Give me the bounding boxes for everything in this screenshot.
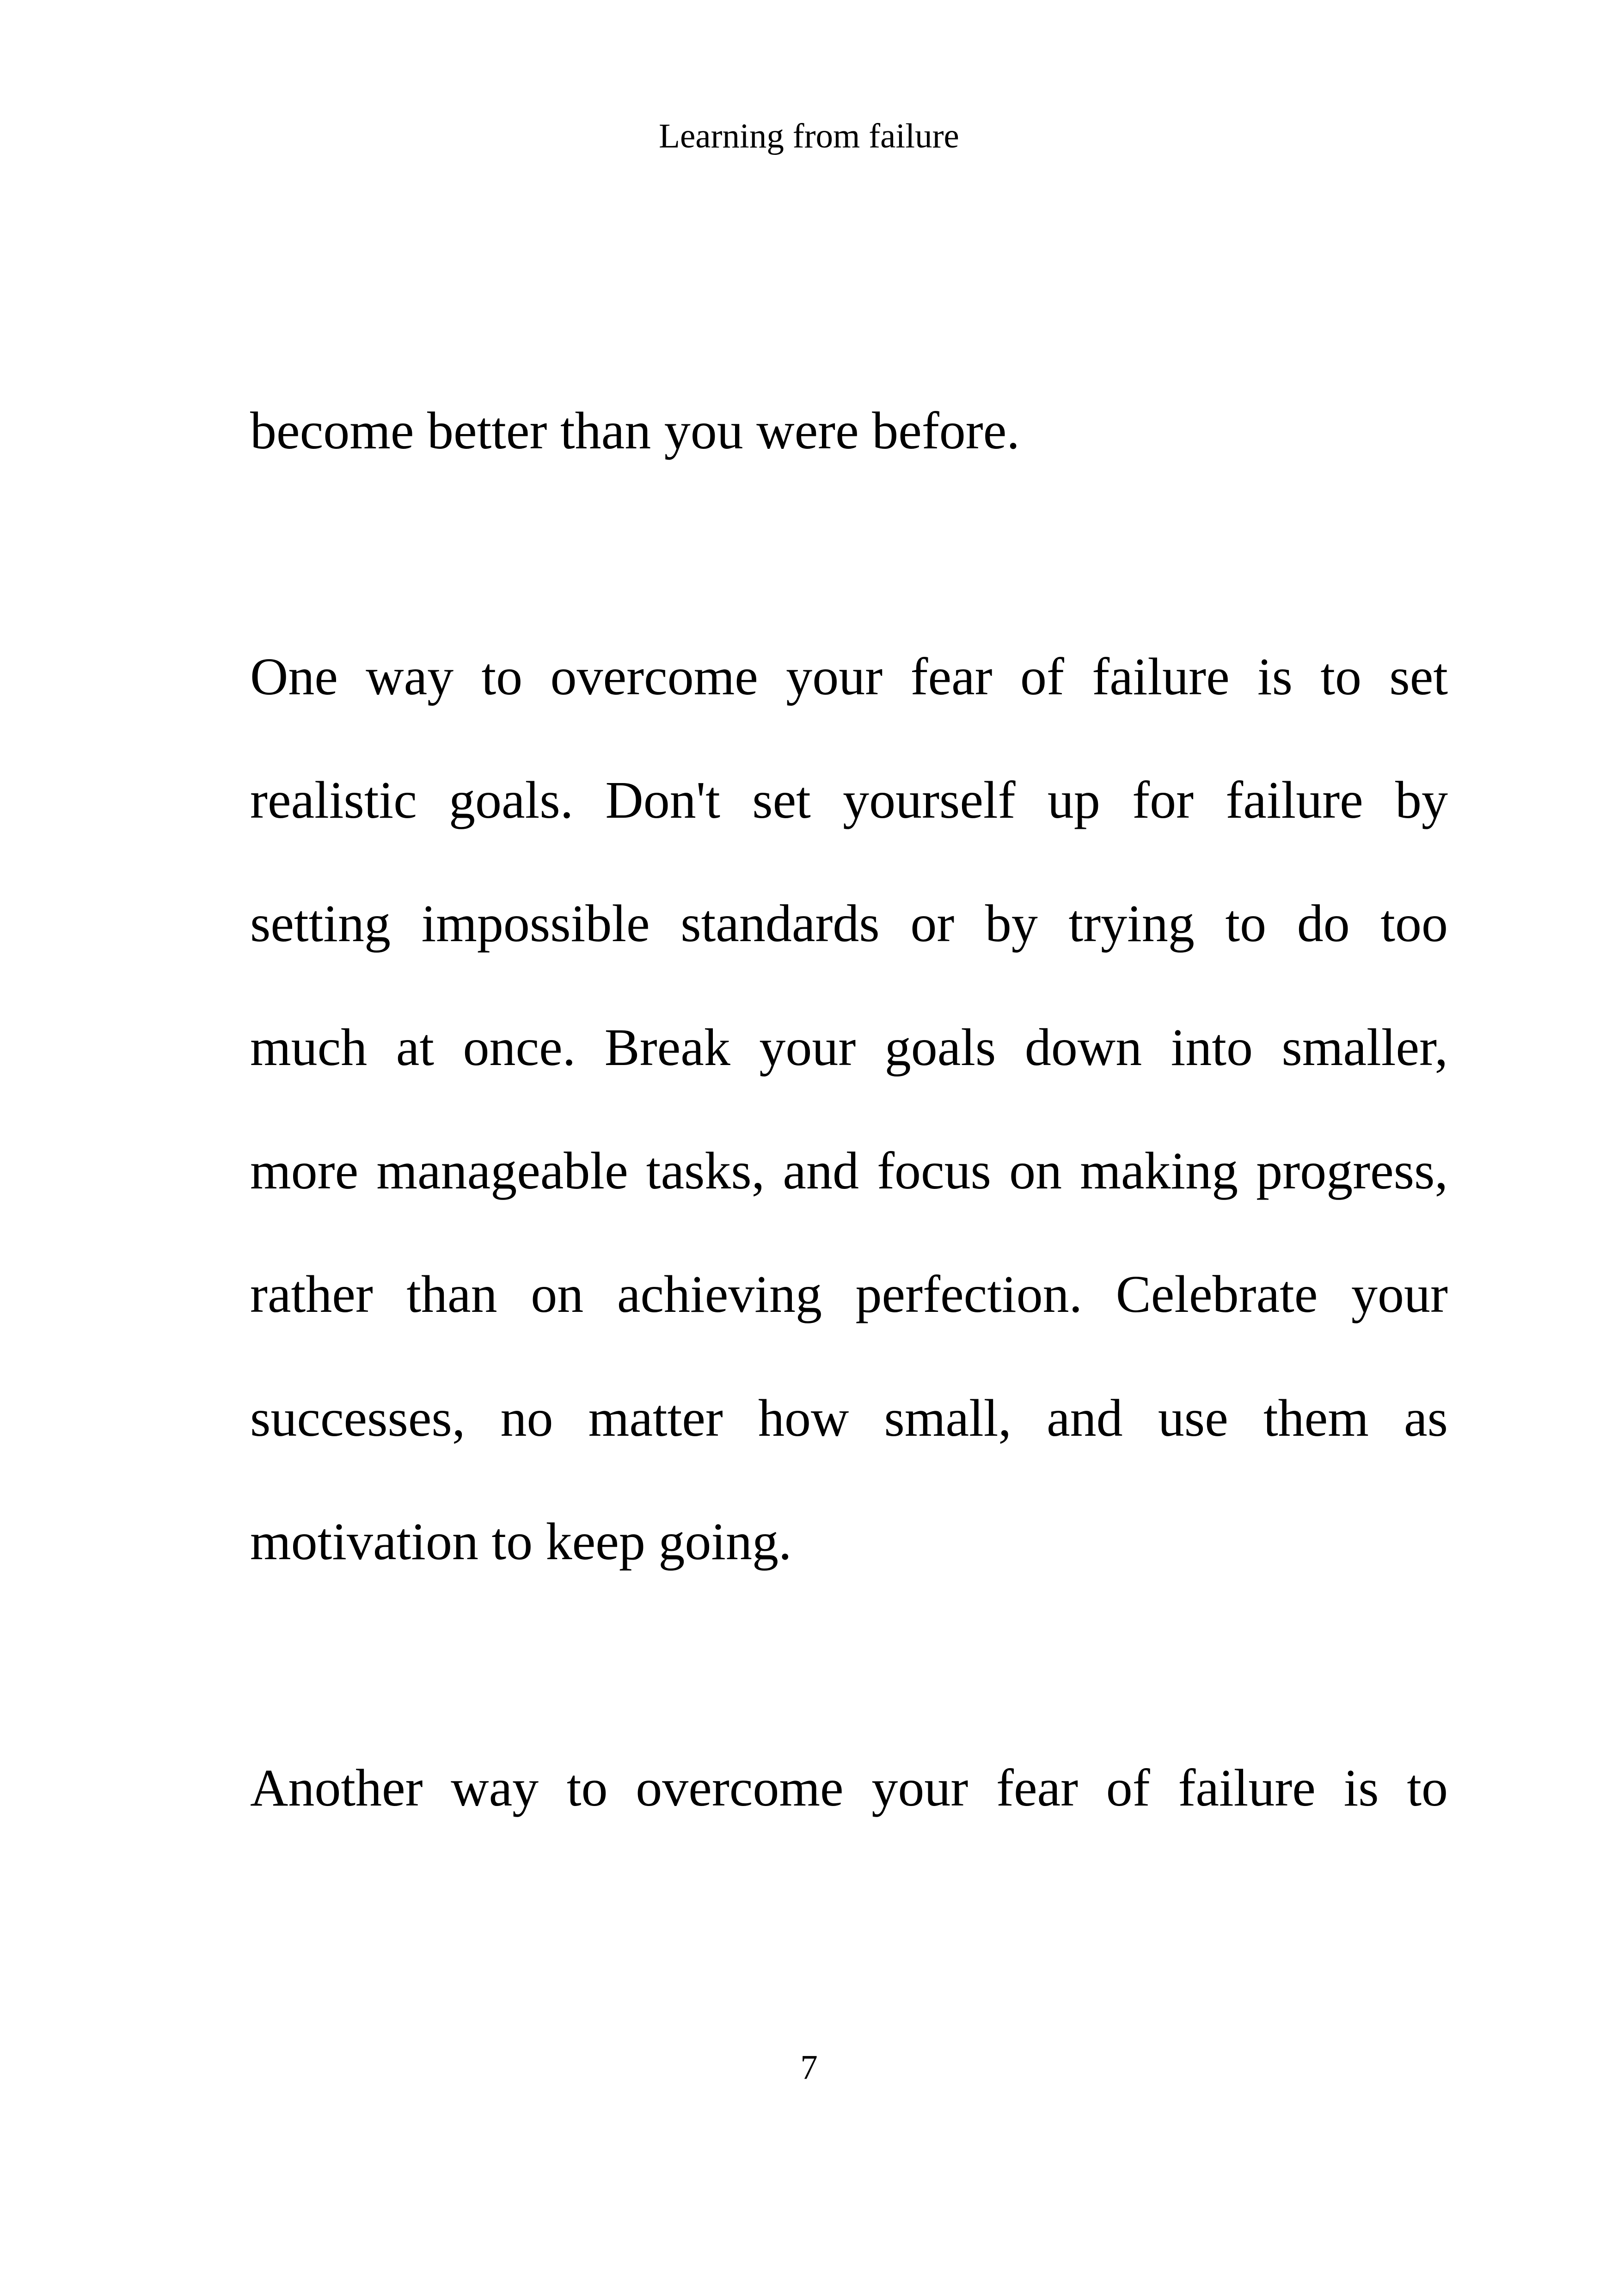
text-line: rather than on achieving perfection. Celebrate your [250,1265,1448,1323]
text-line: motivation to keep going. [250,1512,792,1571]
text-line: One way to overcome your fear of failure is to set [250,647,1448,706]
running-header: Learning from failure [659,117,959,155]
text-line: successes, no matter how small, and use them as [250,1389,1448,1447]
text-line: Another way to overcome your fear of failure is to [250,1758,1448,1817]
text-line: realistic goals. Don't set yourself up for failure by [250,771,1448,829]
text-line: more manageable tasks, and focus on making progress, [250,1141,1448,1200]
page-number: 7 [800,2048,818,2087]
text-line: become better than you were before. [250,401,1020,460]
text-line: much at once. Break your goals down into smaller, [250,1018,1448,1077]
text-line: setting impossible standards or by trying to do too [250,894,1448,953]
